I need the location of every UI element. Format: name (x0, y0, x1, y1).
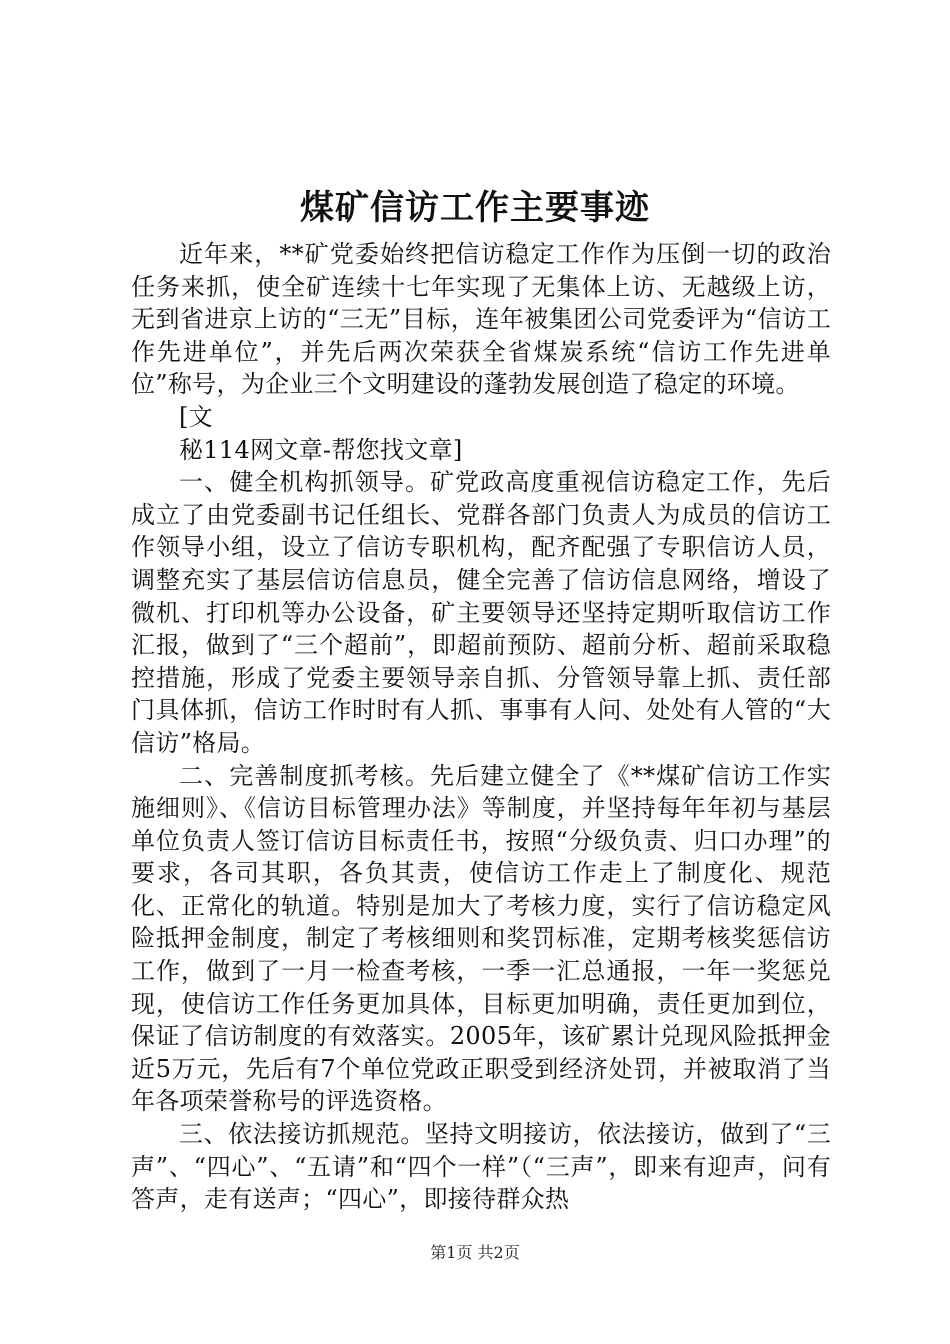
document-body (131, 238, 831, 1216)
page-footer: 第1页 共2页 (430, 1243, 520, 1262)
source-link[interactable] (131, 401, 831, 466)
paragraph-section-3: 三、依法接访抓规范。坚持文明接访，依法接访，做到了“三声”、“四心”、“五请”和“四个一样”（“三声”，即来有迎声，问有答声，走有送声；“四心”，即接待群众热 (131, 1120, 831, 1214)
paragraph-section-1: 一、健全机构抓领导。矿党政高度重视信访稳定工作，先后成立了由党委副书记任组长、党群各部门负责人为成员的信访工作领导小组，设立了信访专职机构，配齐配强了专职信访人员，调整充实了基层信访信息员，健全完善了信访信息网络，增设了微机、打印机等办公设备，矿主要领导还坚持定期听取信访工作汇报，做到了“三个超前”，即超前预防、超前分析、超前采取稳控措施，形成了党委主要领导亲自抓、分管领导靠上抓、责任部门具体抓，信访工作时时有人抓、事事有人问、处处有人管的“大信访”格局。 (131, 468, 831, 757)
paragraph-intro: 近年来，**矿党委始终把信访稳定工作作为压倒一切的政治任务来抓，使全矿连续十七年实现了无集体上访、无越级上访，无到省进京上访的“三无”目标，连年被集团公司党委评为“信访工作先进单位”，并先后两次荣获全省煤炭系统“信访工作先进单位”称号，为企业三个文明建设的蓬勃发展创造了稳定的环境。 (131, 240, 831, 399)
document-title: 煤矿信访工作主要事迹 (300, 188, 650, 228)
source-link-line-1[interactable]: [文 (179, 402, 213, 431)
paragraph-section-2: 二、完善制度抓考核。先后建立健全了《**煤矿信访工作实施细则》、《信访目标管理办法》等制度，并坚持每年年初与基层单位负责人签订信访目标责任书，按照“分级负责、归口办理”的要求，各司其职，各负其责，使信访工作走上了制度化、规范化、正常化的轨道。特别是加大了考核力度，实行了信访稳定风险抵押金制度，制定了考核细则和奖罚标准，定期考核奖惩信访工作，做到了一月一检查考核，一季一汇总通报，一年一奖惩兑现，使信访工作任务更加具体，目标更加明确，责任更加到位，保证了信访制度的有效落实。2005年，该矿累计兑现风险抵押金近5万元，先后有7个单位党政正职受到经济处罚，并被取消了当年各项荣誉称号的评选资格。 (131, 761, 831, 1116)
source-link-line-2[interactable]: 秘114网文章-帮您找文章] (179, 435, 463, 464)
